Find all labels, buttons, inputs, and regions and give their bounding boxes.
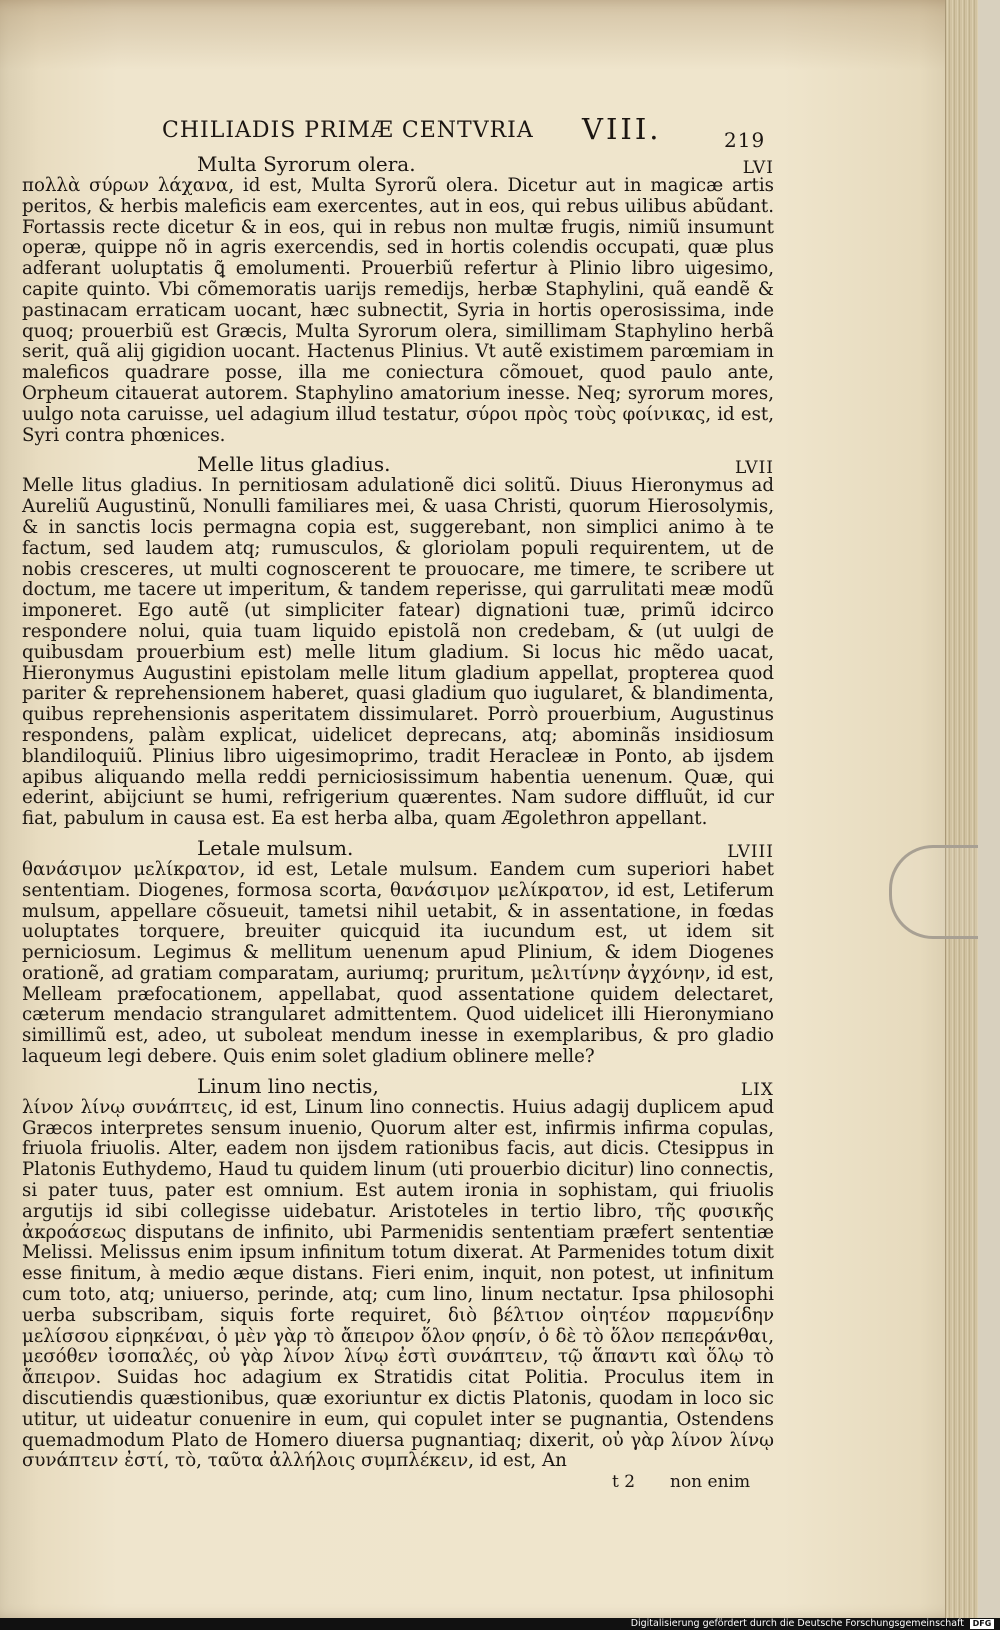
adage-heading	[22, 836, 774, 860]
running-head-numeral: VIII.	[582, 112, 662, 146]
adage-entry	[22, 452, 774, 830]
page-stain	[0, 0, 978, 70]
adage-number: LIX	[740, 1079, 774, 1100]
funding-text: Digitalisierung gefördert durch die Deutsche Forschungsgemeinschaft	[630, 1618, 964, 1629]
adage-title: Letale mulsum.	[197, 835, 354, 860]
adage-entry	[22, 836, 774, 1068]
adage-title: Linum lino nectis,	[197, 1073, 379, 1098]
page-content	[22, 112, 774, 1492]
adage-entry	[22, 152, 774, 446]
adage-title: Melle litus gladius.	[197, 452, 391, 477]
signature-mark: t 2	[612, 1472, 636, 1493]
adage-heading	[22, 452, 774, 479]
adage-entry	[22, 1074, 774, 1472]
adage-number: LVII	[735, 458, 774, 479]
page-footer	[22, 1472, 774, 1492]
catchword: non enim	[670, 1472, 751, 1493]
page-number: 219	[724, 128, 766, 152]
adage-title: Multa Syrorum olera.	[197, 152, 416, 176]
adage-text: θανάσιμον μελίκρατον, id est, Letale mulsum. Eandem cum superiori habet sententiam. Diogenes, formosa scorta, θανάσιμον μελίκρατον, id est, Letiferum mulsum, appellare cõsueuit, tametsi nihil uetabit, & in assentatione, in fœdas uoluptates torquere, breuiter quicquid ita iucundum est, ut idem sit perniciosum. Legimus & mellitum uenenum apud Plinium, & idem Diogenes orationẽ, ad gratiam comparatam, auriumq; pruritum, μελιτίνην ἀγχόνην, id est, Melleam præfocationem, appellabat, quod assentatione quidem delectaret, cæterum mendacio strangularet admittentem. Quod uidelicet illi Hieronymiano simillimũ est, adeo, ut suboleat mendum inesse in exemplaribus, & pro gladio laqueum legi debere. Quis enim solet gladium oblinere melle?	[22, 858, 774, 1068]
adage-text: Melle litus gladius. In pernitiosam adulationẽ dici solitũ. Diuus Hieronymus ad Aureliũ Augustinũ, Nonulli familiares mei, & uasa Christi, quorum Hierosolymis, & in sanctis locis permagna copia est, suggerebant, non simplici animo à te factum, sed laudem atq; rumusculos, & gloriolam populi requirentem, ut de nobis cresceres, ut multi cognoscerent te prouocare, me timere, te scribere ut doctum, me tacere ut imperitum, & tandem reperisse, qui garrulitati meæ modũ imponeret. Ego autẽ (ut simpliciter fatear) dignationi tuæ, primũ idcirco respondere nolui, quia tuam liquido epistolã non credebam, & (ut uulgi de quibusdam prouerbium est) melle litum gladium. Si locus hic mẽdo uacat, Hieronymus Augustini epistolam melle litum gladium appellat, propterea quod pariter & reprehensionem haberet, quasi gladium quo iugularet, & blandimenta, quibus reprehensionis asperitatem dissimularet. Porrò prouerbium, Augustinus respondens, palàm explicat, uidelicet deprecans, atq; abominãs insidiosum blandiloquiũ. Plinius libro uigesimoprimo, tradit Heracleæ in Ponto, ab ijsdem apibus aliquando mella reddi perniciosissimum habentia uenenum. Quæ, qui ederint, abijciunt se humi, refrigerium quærentes. Nam sudore diffluũt, id cur fiat, pabulum in causa est. Ea est herba alba, quam Ægolethron appellant.	[22, 475, 774, 830]
funding-bar	[0, 1618, 1000, 1630]
adage-text: πολλὰ σύρων λάχανα, id est, Multa Syrorũ olera. Dicetur aut in magicæ artis peritos, & herbis maleficis eam exercentes, aut in eos, qui rebus uilibus abũdant. Fortassis recte dicetur & in eos, qui in rebus non multæ frugis, nimiũ insumunt operæ, quippe nõ in agris exercendis, sed in hortis colendis occupati, quæ plus adferant uoluptatis ꝗ̃ emolumenti. Prouerbiũ refertur à Plinio libro uigesimo, capite quinto. Vbi cõmemoratis uarijs remedijs, herbæ Staphylini, quã eandẽ & pastinacam erraticam uocant, hæc subnectit, Syria in hortis operosissima, inde quoq; prouerbiũ est Græcis, Multa Syrorum olera, simillimam Staphylino herbã serit, quã alij gigidion uocant. Hactenus Plinius. Vt autẽ existimem parœmiam in maleficos quadrare posse, illa me coniectura cõmouet, quod paulo ante, Orpheum citauerat autorem. Staphylino amatorium inesse. Neq; syrorum mores, uulgo nota caruisse, uel adagium illud testatur, σύροι πρὸς τοὺς φοίνικας, id est, Syri contra phœnices.	[22, 175, 774, 446]
page-edge	[945, 0, 978, 1620]
dfg-logo-icon: DFG	[970, 1619, 994, 1629]
adage-heading	[22, 1074, 774, 1098]
adage-heading	[22, 152, 774, 176]
adage-number: LVI	[742, 158, 774, 178]
adage-text: λίνον λίνῳ συνάπτεις, id est, Linum lino connectis. Huius adagij duplicem apud Græcos interpretes sensum inuenio, Quorum alter est, infirmis infirma copulas, friuola friuolis. Alter, eadem non ijsdem rationibus facis, aut dicis. Ctesippus in Platonis Euthydemo, Haud tu quidem linum (uti prouerbio dicitur) lino connectis, si pater tuus, pater est omnium. Est autem ironia in sophistam, qui friuolis argutijs id sibi collegisse uidebatur. Aristoteles in tertio libro, τῆς φυσικῆς ἀκροάσεως disputans de infinito, ubi Parmenidis sententiam præfert sententiæ Melissi. Melissus enim ipsum infinitum totum dixerat. At Parmenides totum dixit esse finitum, à medio æque distans. Fieri enim, inquit, non potest, ut infinitum cum toto, atq; uniuerso, perinde, atq; cum lino, linum nectatur. Ipsa philosophi uerba subscribam, siquis forte requiret, διὸ βέλτιον οἰητέον παρμενίδην μελίσσου εἰρηκέναι, ὁ μὲν γὰρ τὸ ἄπειρον ὅλον φησίν, ὁ δὲ τὸ ὅλον πεπεράνθαι, μεσόθεν ἰσοπαλές, οὐ γὰρ λίνον λίνῳ ἐστὶ συνάπτειν, τῷ ἅπαντι καὶ ὅλῳ τὸ ἄπειρον. Suidas hoc adagium ex Stratidis citat Politia. Proculus item in discutiendis quæstionibus, quæ exoriuntur ex dictis Platonis, quodam in loco sic utitur, ut uideatur conuenire in eum, qui copulet inter se pugnantia, Ostendens quemadmodum Plato de Homero diuersa pugnantiaq; dixerit, οὐ γὰρ λίνον λίνῳ συνάπτειν ἐστί, τὸ, ταῦτα ἀλλήλοις συμπλέκειν, id est, An	[22, 1096, 774, 1472]
running-head	[22, 112, 774, 152]
adage-number: LVIII	[727, 841, 774, 862]
running-head-title: CHILIADIS PRIMÆ CENTVRIA	[162, 118, 534, 143]
page-clip	[889, 845, 978, 939]
